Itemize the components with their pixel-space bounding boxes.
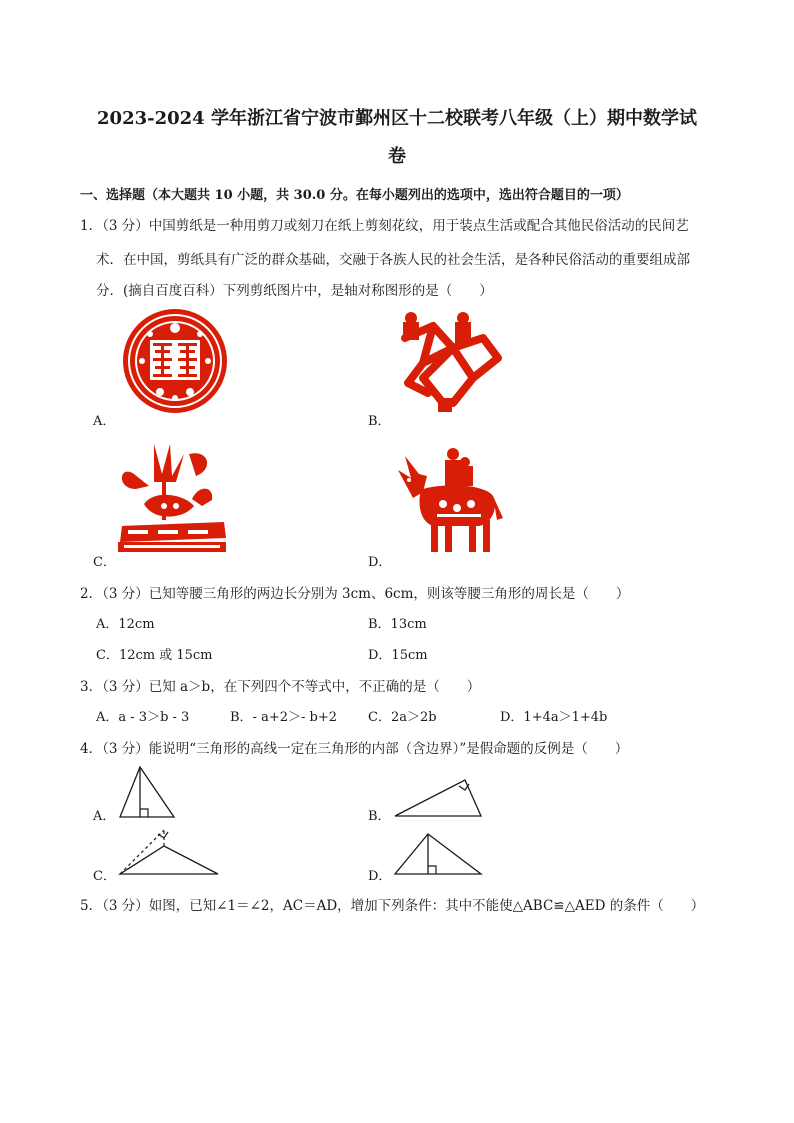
q2-option-d: D．15cm	[368, 648, 428, 663]
section-heading: 一、选择题（本大题共 10 小题，共 30.0 分。在每小题列出的选项中，选出符合题目的一项）	[80, 188, 629, 203]
q2-stem: 2．（3 分）已知等腰三角形的两边长分别为 3cm、6cm，则该等腰三角形的周长是（ ）	[80, 586, 630, 602]
triangle-option-a-icon	[118, 765, 178, 820]
triangle-option-b-icon	[393, 778, 483, 820]
q1-option-d-label: D．	[368, 555, 392, 570]
papercut-double-happiness-icon	[120, 308, 230, 414]
q1-option-a-label: A．	[93, 414, 116, 429]
triangle-option-c-icon	[118, 826, 220, 878]
q1-option-b-label: B．	[368, 414, 391, 429]
q4-option-d-label: D．	[368, 869, 392, 884]
q3-option-b: B．- a+2＞- b+2	[230, 710, 338, 725]
exam-title-line1: 2023-2024 学年浙江省宁波市鄞州区十二校联考八年级（上）期中数学试	[97, 108, 697, 129]
q4-option-c-label: C．	[93, 869, 116, 884]
q3-option-a: A．a - 3＞b - 3	[96, 710, 190, 725]
papercut-riders-icon	[393, 308, 508, 416]
papercut-lotus-duck-icon	[114, 434, 232, 556]
exam-title-line2: 卷	[388, 146, 406, 167]
q1-stem-line2: 术．在中国，剪纸具有广泛的群众基础，交融于各族人民的社会生活，是各种民俗活动的重要组成部	[96, 252, 690, 268]
q4-option-b-label: B．	[368, 809, 391, 824]
q1-stem-line1: 1．（3 分）中国剪纸是一种用剪刀或刻刀在纸上剪刻花纹，用于装点生活或配合其他民俗活动的民间艺	[80, 218, 689, 234]
q2-option-c: C．12cm 或 15cm	[96, 648, 213, 663]
papercut-donkey-rider-icon	[393, 448, 505, 558]
triangle-option-d-icon	[393, 832, 483, 878]
q3-option-c: C．2a＞2b	[368, 710, 437, 725]
q4-stem: 4．（3 分）能说明“三角形的高线一定在三角形的内部（含边界）”是假命题的反例是（ ）	[80, 741, 629, 757]
q3-option-d: D．1+4a＞1+4b	[500, 710, 608, 725]
q2-option-b: B．13cm	[368, 617, 427, 632]
q1-stem-line3: 分．(摘自百度百科）下列剪纸图片中，是轴对称图形的是（ ）	[96, 283, 493, 299]
q1-option-c-label: C．	[93, 555, 116, 570]
q2-option-a: A．12cm	[96, 617, 155, 632]
q4-option-a-label: A．	[93, 809, 116, 824]
q3-stem: 3．（3 分）已知 a＞b，在下列四个不等式中，不正确的是（ ）	[80, 679, 481, 695]
q5-stem: 5．（3 分）如图，已知∠1＝∠2，AC＝AD，增加下列条件：其中不能使△ABC≌△AED 的条件（ ）	[80, 898, 705, 914]
